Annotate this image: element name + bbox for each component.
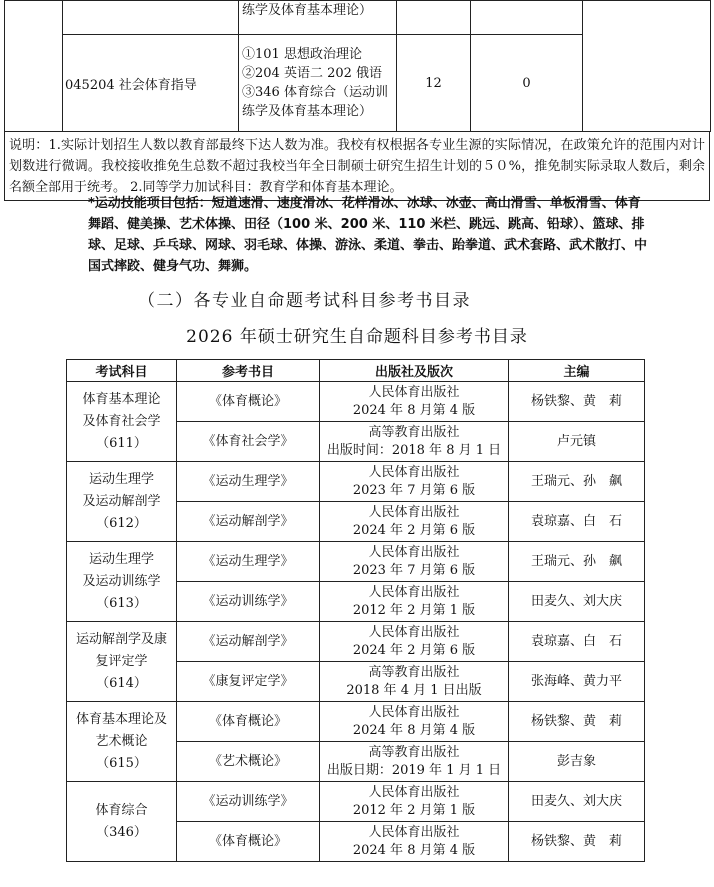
publisher-line: 2024 年 2 月第 6 版 <box>352 642 476 658</box>
header-row <box>67 360 645 382</box>
publisher-line: 高等教育出版社 <box>368 424 460 440</box>
publisher-line: 2024 年 2 月第 6 版 <box>352 522 476 538</box>
subject-line: ②204 英语二 202 俄语 <box>242 66 383 81</box>
publisher-line: 人民体育出版社 <box>368 464 460 480</box>
publisher-line: 2024 年 8 月第 4 版 <box>352 722 476 738</box>
publisher-line: 2018 年 4 月 1 日出版 <box>346 682 482 698</box>
book-title-cell: 《康复评定学》 <box>177 662 320 702</box>
publisher-line: 人民体育出版社 <box>368 784 460 800</box>
publisher-line: 人民体育出版社 <box>368 504 460 520</box>
publisher-line: 出版时间：2018 年 8 月 1 日 <box>326 442 502 458</box>
publisher-cell <box>320 662 509 702</box>
exam-subject-cell <box>67 462 177 542</box>
exam-subject-cell <box>67 542 177 622</box>
note-text: 说明：1.实际计划招生人数以教育部最终下达人数为准。我校有权根据各专业生源的实际情况，在政策允许的范围内对计划数进行微调。我校接收推免生总数不超过我校当年全日制硕士研究生招生计划的５０%，推免制实际录取人数后，剩余名额全部用于统考。 2.同等学力加试科目：教育学和体育基本理论。 <box>9 138 705 195</box>
header-reference-book: 参考书目 <box>177 360 320 382</box>
book-title-cell: 《运动生理学》 <box>177 462 320 502</box>
publisher-line: 人民体育出版社 <box>368 384 460 400</box>
subject-cell <box>239 1 397 35</box>
book-title-cell: 《艺术概论》 <box>177 742 320 782</box>
table-row <box>5 1 711 35</box>
editor-cell: 彭吉象 <box>509 742 645 782</box>
book-title-cell: 《体育概论》 <box>177 702 320 742</box>
subject-cell <box>239 35 397 132</box>
table-row <box>67 382 645 422</box>
table-row <box>67 542 645 582</box>
publisher-line: 高等教育出版社 <box>368 744 460 760</box>
publisher-cell <box>320 422 509 462</box>
header-publisher-edition: 出版社及版次 <box>320 360 509 382</box>
editor-cell: 卢元镇 <box>509 422 645 462</box>
book-title-cell: 《运动解剖学》 <box>177 622 320 662</box>
empty-cell <box>583 1 711 132</box>
sports-skill-list <box>88 193 648 277</box>
book-title-cell: 《体育社会学》 <box>177 422 320 462</box>
book-table-body <box>67 382 645 862</box>
publisher-cell <box>320 742 509 782</box>
publisher-cell <box>320 582 509 622</box>
exam-subject-line: （615） <box>96 755 147 771</box>
admissions-table <box>4 0 711 132</box>
publisher-line: 2023 年 7 月第 6 版 <box>352 482 476 498</box>
publisher-line: 2012 年 2 月第 1 版 <box>352 802 476 818</box>
sports-skill-text: *运动技能项目包括：短道速滑、速度滑冰、花样滑冰、冰球、冰壶、高山滑雪、单板滑雪、体育舞蹈、健美操、艺术体操、田径（100 米、200 米、110 米栏、跳远、跳高、铅球）、篮球、排球、足球、乒乓球、网球、羽毛球、体操、游泳、柔道、拳击、跆拳道、武术套路、武术散打、中国式摔跤、健身气功、舞狮。 <box>88 196 648 274</box>
exam-subject-cell <box>67 622 177 702</box>
exam-subject-line: （611） <box>96 435 147 451</box>
exam-subject-line: 体育基本理论及 <box>75 711 167 727</box>
table-row <box>67 782 645 822</box>
publisher-line: 人民体育出版社 <box>368 624 460 640</box>
book-title-cell: 《运动生理学》 <box>177 542 320 582</box>
exam-subject-line: 复评定学 <box>95 653 148 669</box>
exam-subject-line: （612） <box>96 515 147 531</box>
publisher-line: 2024 年 8 月第 4 版 <box>352 402 476 418</box>
exam-subject-cell <box>67 382 177 462</box>
table-row <box>67 702 645 742</box>
publisher-line: 人民体育出版社 <box>368 584 460 600</box>
exam-subject-line: 运动生理学 <box>88 471 154 487</box>
book-title-cell: 《体育概论》 <box>177 382 320 422</box>
exam-subject-line: 运动解剖学及康 <box>75 631 167 647</box>
publisher-line: 2023 年 7 月第 6 版 <box>352 562 476 578</box>
book-title-cell: 《体育概论》 <box>177 822 320 862</box>
editor-cell: 张海峰、黄力平 <box>509 662 645 702</box>
publisher-cell <box>320 782 509 822</box>
empty-cell <box>471 1 583 35</box>
publisher-cell <box>320 462 509 502</box>
publisher-line: 出版日期：2019 年 1 月 1 日 <box>326 762 502 778</box>
subject-line: ③346 体育综合（运动训练学及体育基本理论） <box>242 85 388 119</box>
exam-subject-line: （346） <box>96 824 147 840</box>
publisher-cell <box>320 822 509 862</box>
exam-subject-line: 体育基本理论 <box>82 391 161 407</box>
continued-subject-text: 练学及体育基本理论） <box>242 3 373 18</box>
publisher-cell <box>320 382 509 422</box>
exam-subject-cell <box>67 782 177 862</box>
table-row <box>67 462 645 502</box>
editor-cell: 袁琼嘉、白 石 <box>509 502 645 542</box>
exam-subject-cell <box>67 702 177 782</box>
exam-subject-line: 及运动解剖学 <box>82 493 161 509</box>
editor-cell: 王瑞元、孙 飙 <box>509 542 645 582</box>
empty-cell <box>5 1 63 132</box>
book-title-cell: 《运动训练学》 <box>177 782 320 822</box>
book-title-cell: 《运动解剖学》 <box>177 502 320 542</box>
exempt-count-cell: 0 <box>471 35 583 132</box>
editor-cell: 袁琼嘉、白 石 <box>509 622 645 662</box>
publisher-cell <box>320 702 509 742</box>
exam-subject-line: 运动生理学 <box>88 551 154 567</box>
exam-subject-line: 及体育社会学 <box>82 413 161 429</box>
header-exam-subject: 考试科目 <box>67 360 177 382</box>
editor-cell: 田麦久、刘大庆 <box>509 782 645 822</box>
exam-subject-line: 艺术概论 <box>95 733 148 749</box>
publisher-line: 人民体育出版社 <box>368 704 460 720</box>
empty-cell <box>397 1 471 35</box>
exam-subject-line: 及运动训练学 <box>82 573 161 589</box>
plan-count-cell: 12 <box>397 35 471 132</box>
exam-subject-line: （614） <box>96 675 147 691</box>
exam-subject-line: （613） <box>96 595 147 611</box>
note-box <box>4 131 710 201</box>
editor-cell: 王瑞元、孙 飙 <box>509 462 645 502</box>
publisher-line: 人民体育出版社 <box>368 544 460 560</box>
editor-cell: 杨铁黎、黄 莉 <box>509 822 645 862</box>
subject-line: ①101 思想政治理论 <box>242 47 362 62</box>
publisher-line: 人民体育出版社 <box>368 824 460 840</box>
publisher-cell <box>320 542 509 582</box>
editor-cell: 杨铁黎、黄 莉 <box>509 702 645 742</box>
header-editor: 主编 <box>509 360 645 382</box>
book-title-cell: 《运动训练学》 <box>177 582 320 622</box>
editor-cell: 田麦久、刘大庆 <box>509 582 645 622</box>
editor-cell: 杨铁黎、黄 莉 <box>509 382 645 422</box>
publisher-cell <box>320 502 509 542</box>
major-code-cell: 045204 社会体育指导 <box>63 35 239 132</box>
publisher-line: 高等教育出版社 <box>368 664 460 680</box>
table-caption: 2026 年硕士研究生自命题科目参考书目录 <box>186 327 528 347</box>
publisher-line: 2012 年 2 月第 1 版 <box>352 602 476 618</box>
empty-cell <box>63 1 239 35</box>
publisher-line: 2024 年 8 月第 4 版 <box>352 842 476 858</box>
table-row <box>67 622 645 662</box>
publisher-cell <box>320 622 509 662</box>
section-heading: （二）各专业自命题考试科目参考书目录 <box>138 291 471 311</box>
reference-book-table <box>66 359 645 862</box>
exam-subject-line: 体育综合 <box>95 802 148 818</box>
